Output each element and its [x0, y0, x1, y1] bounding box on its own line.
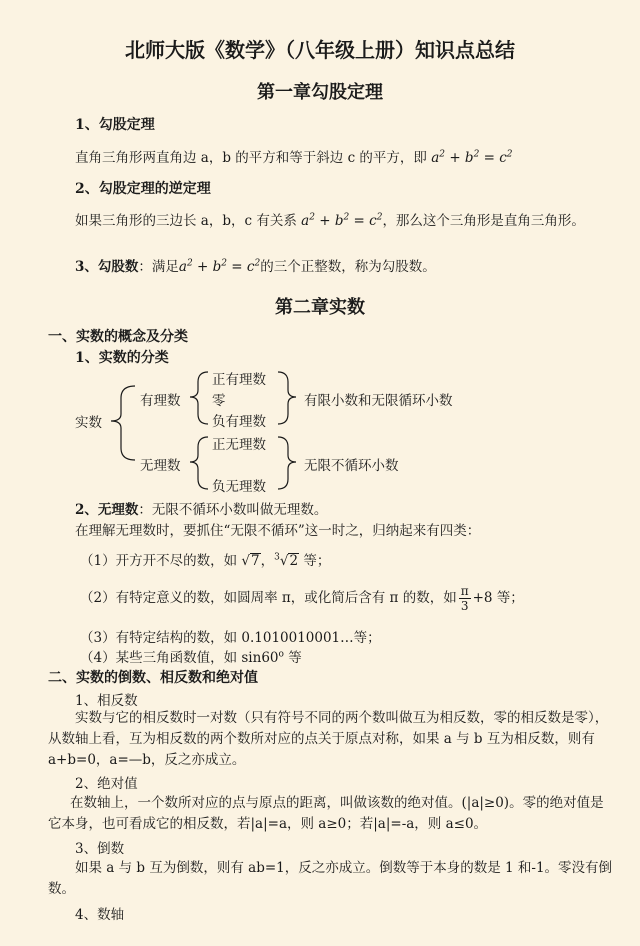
- chapter1-heading: 第一章勾股定理: [257, 82, 383, 103]
- pythagorean-formula-2: $a^2 + b^2 = c^2$: [301, 212, 383, 229]
- tree-zero: 零: [212, 393, 226, 409]
- tree-irrational-note: 无限不循环小数: [304, 458, 399, 474]
- opposite-text: 实数与它的相反数时一对数（只有符号不同的两个数叫做互为相反数，零的相反数是零），从数轴上看，互为相反数的两个数所对应的点关于原点对称，如果 a 与 b 互为相反数，则有 a+b=0，a=—b，反之亦成立。: [48, 710, 609, 768]
- ch2-sub1-title: 1、实数的分类: [75, 350, 169, 366]
- ch2-sub2-title: 2、无理数: [75, 502, 139, 518]
- ch1-s3-title: 3、勾股数: [75, 259, 139, 275]
- abs-text: 在数轴上，一个数所对应的点与原点的距离，叫做该数的绝对值。(|a|≥0)。零的绝对值是它本身，也可看成它的相反数，若|a|=a，则 a≥0；若|a|=-a，则 a≤0。: [48, 795, 604, 832]
- ch2-sub2-line: 2、无理数：无限不循环小数叫做无理数。: [75, 502, 328, 518]
- pi-over-3: $\frac{\pi}{3}$: [460, 584, 469, 613]
- item-2: （2）有特定意义的数，如圆周率 π，或化简后含有 π 的数，如 $\frac{\pi}{3}$ +8 等；: [80, 584, 524, 613]
- pythagorean-formula-3: $a^2 + b^2 = c^2$: [178, 258, 261, 275]
- tree-neg-irrational: 负无理数: [212, 479, 266, 495]
- pythagorean-formula-1: $a^2 + b^2 = c^2$: [431, 149, 513, 166]
- ch2-part2-title: 二、实数的倒数、相反数和绝对值: [48, 670, 258, 686]
- tree-pos-irrational: 正无理数: [212, 437, 266, 453]
- tree-rational-note: 有限小数和无限循环小数: [304, 393, 453, 409]
- tree-neg-rational: 负有理数: [212, 414, 266, 430]
- tree-root: 实数: [75, 415, 102, 431]
- tree-pos-rational: 正有理数: [212, 372, 266, 388]
- item-4: （4）某些三角函数值，如 sin60$^o$ 等: [80, 649, 302, 666]
- cbrt-2: $^3$√2: [274, 552, 299, 569]
- axis-title: 4、数轴: [75, 907, 125, 923]
- item-1: （1）开方开不尽的数，如 √7，$^3$√2 等；: [80, 552, 331, 569]
- item-3: （3）有特定结构的数，如 0.1010010001…等；: [80, 630, 381, 646]
- recip-text: 如果 a 与 b 互为倒数，则有 ab=1，反之亦成立。倒数等于本身的数是 1 和-1。零没有倒数。: [48, 860, 613, 897]
- tree-irrational-right-brace: [272, 433, 302, 493]
- ch1-s3-line: 3、勾股数：满足$a^2 + b^2 = c^2$的三个正整数，称为勾股数。: [75, 258, 436, 275]
- tree-rational-brace: [184, 368, 214, 428]
- tree-rational-right-brace: [272, 368, 302, 428]
- ch2-sub2-intro: 在理解无理数时，要抓住“无限不循环”这一时之，归纳起来有四类：: [75, 523, 481, 539]
- ch2-part1-title: 一、实数的概念及分类: [48, 329, 188, 345]
- chapter2-heading: 第二章实数: [275, 297, 365, 318]
- tree-irrational-brace: [184, 433, 214, 493]
- tree-rational: 有理数: [140, 393, 181, 409]
- tree-irrational: 无理数: [140, 458, 181, 474]
- recip-title: 3、倒数: [75, 841, 125, 857]
- ch1-s2-title: 2、勾股定理的逆定理: [75, 181, 211, 197]
- page-title: 北师大版《数学》（八年级上册）知识点总结: [125, 38, 515, 62]
- tree-root-brace: [105, 378, 145, 468]
- sqrt-7: √7: [241, 553, 260, 569]
- ch1-s1-title: 1、勾股定理: [75, 117, 155, 133]
- ch1-s1-text: 直角三角形两直角边 a，b 的平方和等于斜边 c 的平方，即: [75, 150, 427, 166]
- ch1-s1-line: [75, 146, 513, 166]
- opposite-title: 1、相反数: [75, 693, 138, 709]
- abs-title: 2、绝对值: [75, 776, 138, 792]
- ch1-s2-line: 如果三角形的三边长 a，b，c 有关系 $a^2 + b^2 = c^2$，那么这个三角形是直角三角形。: [75, 212, 585, 229]
